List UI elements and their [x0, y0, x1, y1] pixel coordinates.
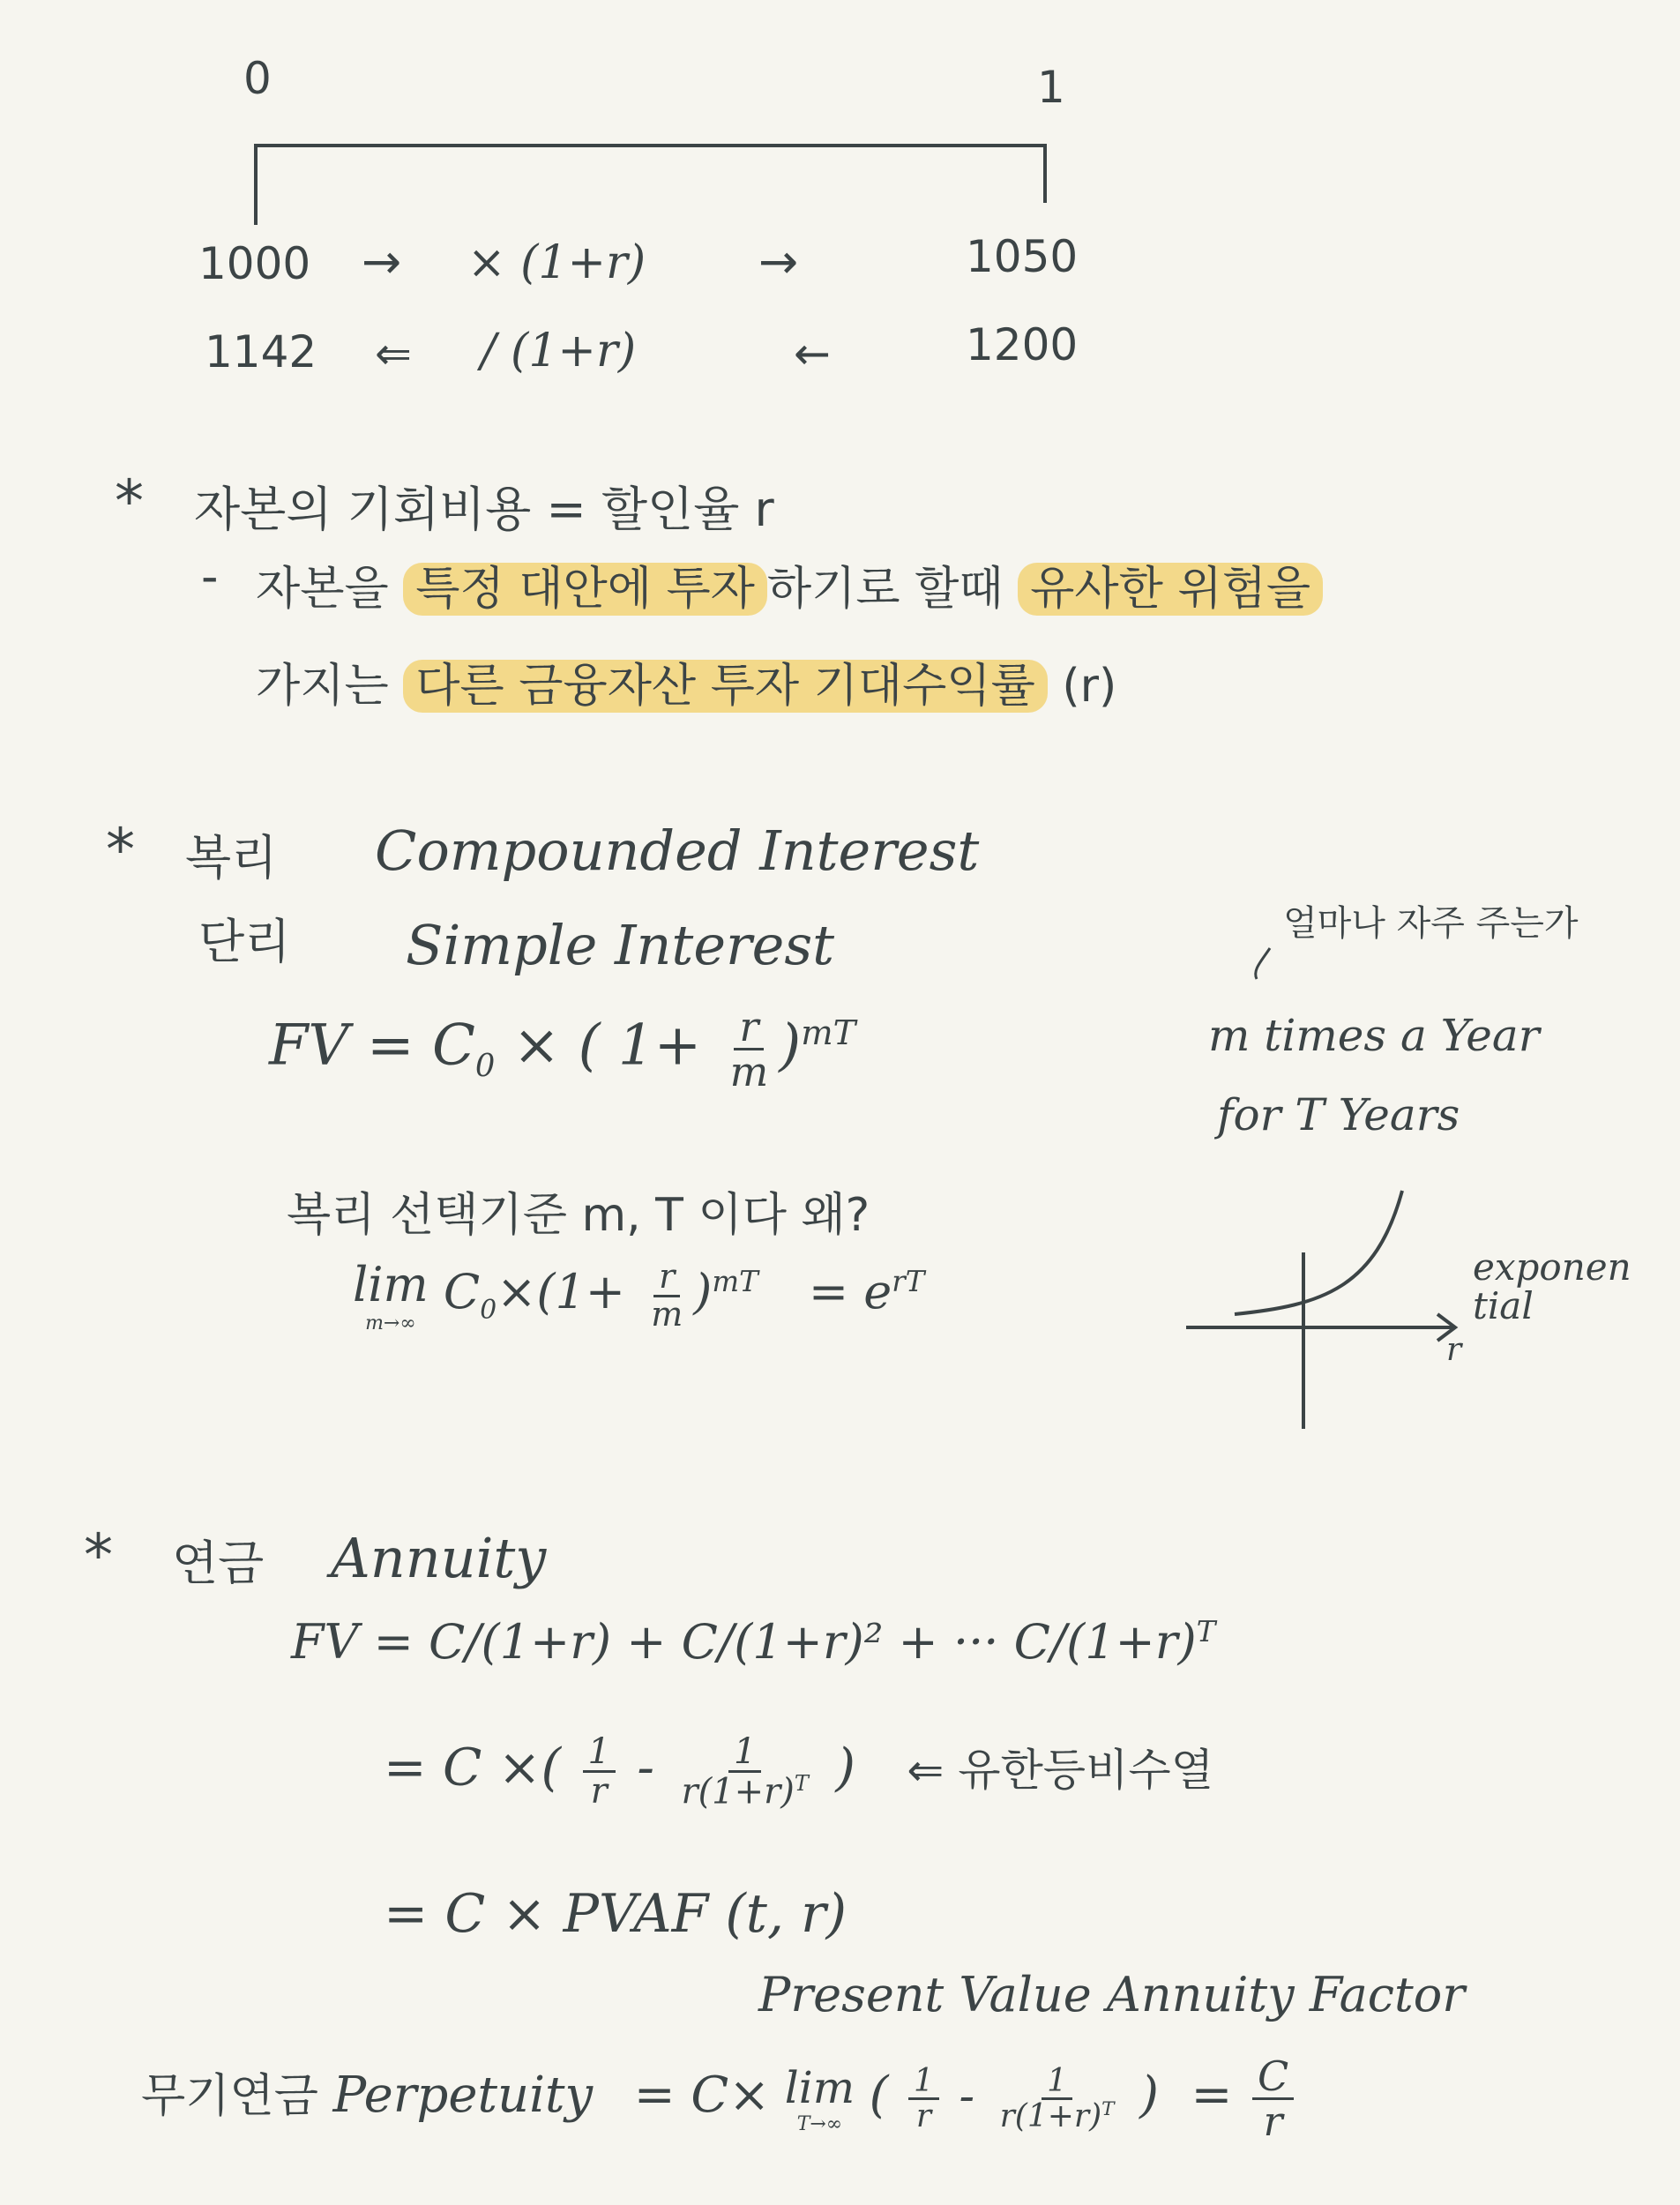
row2-arrow1: ⇐: [375, 328, 412, 379]
timeline-bracket: [256, 146, 1045, 225]
fv-formula: FV = $C_0$ × ( 1+ $\frac{r}{m}$ )$^{mT}$: [269, 1003, 856, 1096]
line1-b: 하기로 할때: [766, 563, 1004, 616]
compound-en: Compounded Interest: [375, 818, 980, 883]
simple-en: Simple Interest: [406, 913, 835, 977]
row2-op: / (1+r): [481, 325, 637, 377]
geometric-series-note: ⇐ 유한등비수열: [907, 1744, 1213, 1796]
compound-ko: 복리: [185, 830, 278, 886]
section3-bullet: *: [84, 1521, 113, 1589]
row2-left: 1142: [205, 326, 317, 377]
row2-arrow2: ←: [794, 328, 831, 379]
lim-fraction: $\frac{r}{m}$: [651, 1256, 683, 1334]
section1-bullet: *: [115, 467, 144, 535]
timeline-label-1: 1: [1037, 62, 1065, 113]
annuity-eq2: = C ×( $\frac{1}{r}$ - $\frac{1}{r(1+r)^T}$ ) ⇐ 유한등비수열: [384, 1731, 1213, 1813]
eq2-fraction1: $\frac{1}{r}$: [583, 1733, 616, 1810]
section1-dash: -: [201, 549, 219, 604]
compound-criteria: 복리 선택기준 m, T 이다 왜?: [287, 1189, 870, 1242]
section1-title: 자본의 기회비용 = 할인율 r: [194, 482, 774, 537]
limit-formula: lim m→∞ $C_0\times(1+$ $\frac{r}{m}$ )$^{mT} = e^{rT}$: [353, 1256, 925, 1334]
row2-right: 1200: [966, 319, 1079, 370]
note-m-times: m times a Year: [1208, 1010, 1540, 1061]
line1-a: 자본을: [256, 563, 389, 616]
line1-highlight2: 유사한 위험을: [1018, 563, 1323, 616]
section2-bullet: *: [106, 816, 135, 884]
row1-left: 1000: [198, 238, 311, 289]
line1-highlight1: 특정 대안에 투자: [403, 563, 767, 616]
simple-ko: 단리: [198, 914, 291, 969]
line2-highlight: 다른 금융자산 투자 기대수익률: [403, 660, 1048, 713]
row1-right: 1050: [966, 231, 1079, 282]
section1-line2: [256, 648, 1116, 714]
line2-b: (r): [1062, 660, 1117, 713]
perp-lim: lim T→∞: [784, 2062, 855, 2136]
annuity-en: Annuity: [331, 1526, 547, 1590]
row1-arrow1: →: [362, 234, 402, 289]
perpetuity-en: Perpetuity: [332, 2066, 594, 2124]
annuity-ko: 연금: [172, 1536, 265, 1591]
note-arrow: [1256, 948, 1270, 979]
timeline-label-0: 0: [243, 53, 272, 104]
perpetuity-line: 무기연금 Perpetuity = C× lim T→∞ ( $\frac{1}{r}$ - $\frac{1}{r(1+r)^T}$ ) = $\frac{C}{r}$: [141, 2055, 1299, 2143]
exp-curve: [1235, 1191, 1402, 1314]
annuity-eq3: = C × PVAF (t, r): [384, 1883, 847, 1945]
annuity-fv: FV = C/(1+r) + C/(1+r)² + ··· $C/(1+r)^T$: [291, 1614, 1216, 1670]
graph-label: exponential: [1473, 1245, 1631, 1328]
note-t-years: for T Years: [1217, 1089, 1460, 1140]
row1-arrow2: →: [758, 234, 799, 289]
row1-op: × (1+r): [467, 236, 646, 289]
graph-axis-r: r: [1446, 1332, 1462, 1368]
pvaf-full-name: Present Value Annuity Factor: [758, 1967, 1466, 2022]
note-top: 얼마나 자주 주는가: [1283, 903, 1579, 944]
section1-line1: [256, 551, 1323, 617]
eq2-fraction2: $\frac{1}{r(1+r)^T}$: [681, 1731, 809, 1813]
perp-fraction1: $\frac{1}{r}$: [908, 2065, 939, 2134]
perp-result: $\frac{C}{r}$: [1252, 2055, 1294, 2143]
lim-operator: lim m→∞: [353, 1257, 429, 1334]
perp-fraction2: $\frac{1}{r(1+r)^T}$: [999, 2062, 1115, 2135]
perpetuity-ko: 무기연금: [141, 2069, 318, 2123]
line2-a: 가지는: [256, 660, 389, 713]
fv-fraction: $\frac{r}{m}$: [729, 1003, 769, 1096]
